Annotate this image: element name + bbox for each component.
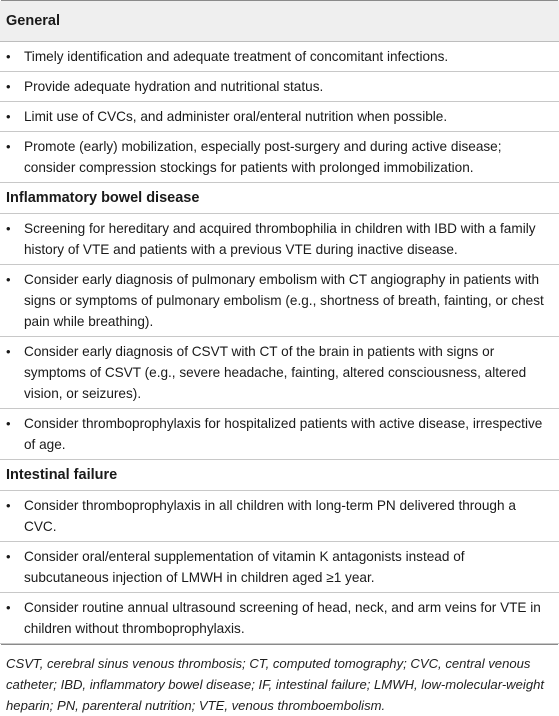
bullet: • (6, 600, 11, 615)
item-text: Consider early diagnosis of pulmonary embolism with CT angiography in patients with signs or symptoms of pulmonary embolism (e.g., shortness of breath, fainting, or chest pain while breathing). (24, 272, 544, 329)
list-item (0, 593, 559, 644)
item-text: Consider thromboprophylaxis for hospitalized patients with active disease, irrespective of age. (24, 416, 543, 452)
item-text: Consider thromboprophylaxis in all children with long-term PN delivered through a CVC. (24, 498, 516, 534)
list-item (0, 265, 559, 337)
bullet: • (6, 139, 11, 154)
item-text: Limit use of CVCs, and administer oral/enteral nutrition when possible. (24, 109, 448, 124)
item-text: Consider early diagnosis of CSVT with CT of the brain in patients with signs or symptoms of CSVT (e.g., severe headache, fainting, altered consciousness, altered vision, or seizures). (24, 344, 527, 401)
item-text: Timely identification and adequate treatment of concomitant infections. (24, 49, 449, 64)
list-item (0, 491, 559, 542)
bullet: • (6, 221, 11, 236)
item-text: Consider oral/enteral supplementation of vitamin K antagonists instead of subcutaneous injection of LMWH in children aged ≥1 year. (24, 549, 465, 585)
bullet: • (6, 344, 11, 359)
item-text: Provide adequate hydration and nutritional status. (24, 79, 324, 94)
bullet: • (6, 79, 11, 94)
list-item (0, 102, 559, 132)
section-title: General (6, 13, 60, 29)
list-item (0, 542, 559, 593)
section-header-ibd (0, 183, 559, 214)
bullet: • (6, 49, 11, 64)
bullet: • (6, 549, 11, 564)
bullet: • (6, 272, 11, 287)
bullet: • (6, 416, 11, 431)
bullet: • (6, 498, 11, 513)
list-item (0, 214, 559, 265)
bullet: • (6, 109, 11, 124)
section-title: Intestinal failure (6, 467, 118, 483)
item-text: Screening for hereditary and acquired thrombophilia in children with IBD with a family history of VTE and patients with a previous VTE during inactive disease. (24, 221, 536, 257)
list-item (0, 409, 559, 460)
list-item (0, 337, 559, 409)
list-item (0, 132, 559, 183)
item-text: Consider routine annual ultrasound screening of head, neck, and arm veins for VTE in children without thromboprophylaxis. (24, 600, 541, 636)
list-item (0, 72, 559, 102)
list-item (0, 42, 559, 72)
section-header-general (0, 1, 559, 42)
section-title: Inflammatory bowel disease (6, 190, 200, 206)
table-footnote: CSVT, cerebral sinus venous thrombosis; CT, computed tomography; CVC, central venous catheter; IBD, inflammatory bowel disease; IF, intestinal failure; LMWH, low-molecular-weight heparin; PN, parenteral nutrition; VTE, venous thromboembolism. (6, 656, 545, 713)
item-text: Promote (early) mobilization, especially post-surgery and during active disease; consider compression stockings for patients with prolonged immobilization. (24, 139, 502, 175)
section-header-intestinal-failure (0, 460, 559, 491)
